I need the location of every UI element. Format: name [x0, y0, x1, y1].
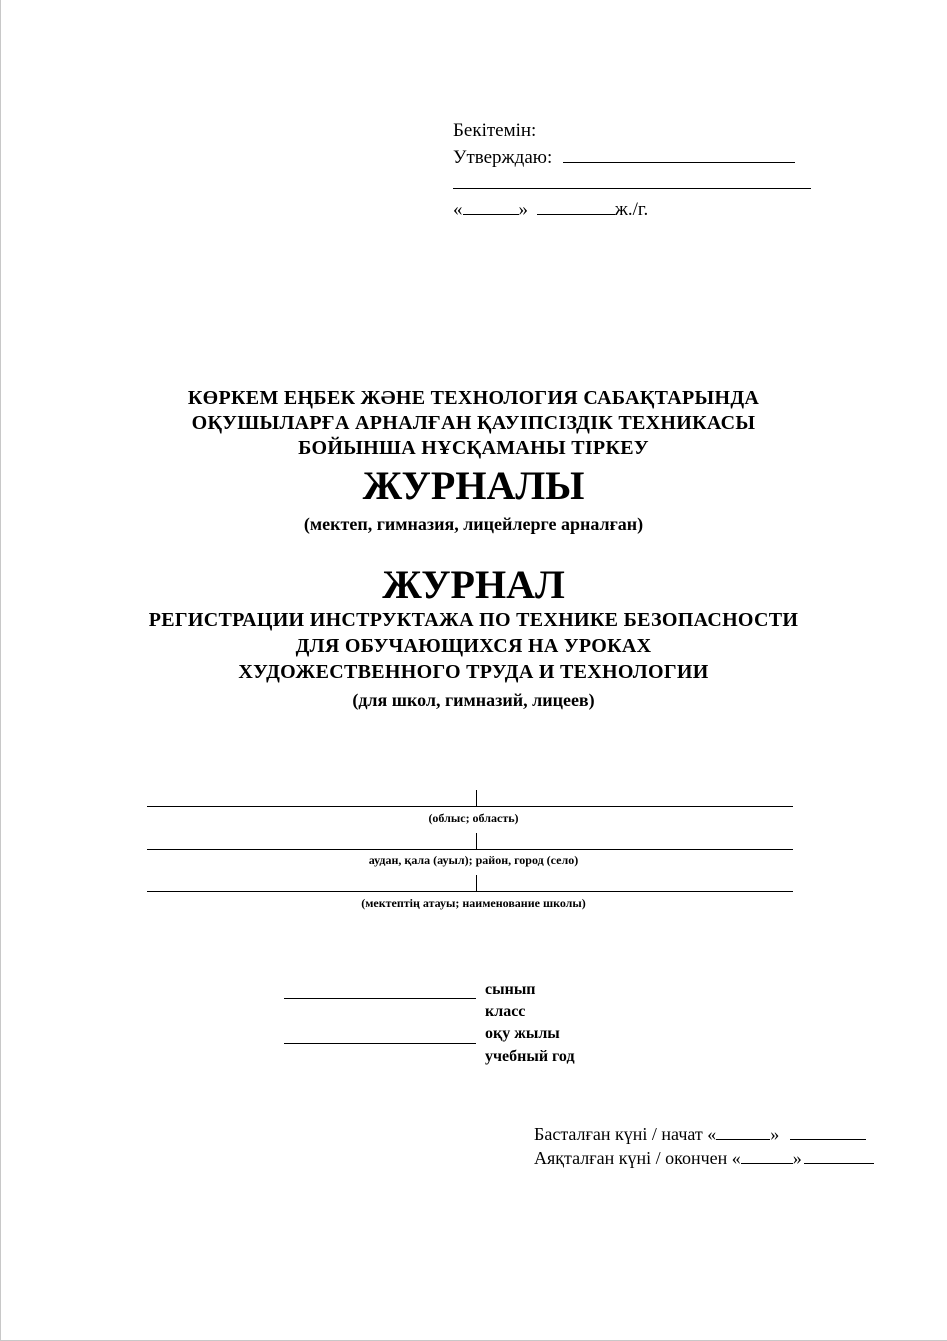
end-month-blank[interactable] [804, 1145, 874, 1164]
name-blank[interactable] [453, 170, 811, 189]
start-date-row [534, 1121, 866, 1146]
start-date-label: Басталған күні / начат « [534, 1124, 717, 1144]
end-day-blank[interactable] [741, 1145, 793, 1164]
class-line[interactable] [284, 998, 476, 999]
region-tick [476, 790, 477, 806]
approval-row-name [453, 170, 795, 196]
end-close-quote: » [792, 1148, 802, 1168]
year-label-kz: оқу жылы [485, 1025, 560, 1042]
class-label-ru: класс [485, 1003, 526, 1020]
region-line[interactable] [147, 806, 793, 807]
approval-label-kz: Бекітемін: [453, 120, 537, 141]
date-close-quote: » [518, 199, 528, 220]
end-date-label: Аяқталған күні / окончен « [534, 1148, 741, 1168]
school-caption: (мектептің атауы; наименование школы) [361, 896, 586, 910]
year-suffix: ж./г. [614, 199, 649, 220]
ru-title-line-1: РЕГИСТРАЦИИ ИНСТРУКТАЖА ПО ТЕХНИКЕ БЕЗОПАСНОСТИ [148, 609, 799, 631]
signature-blank[interactable] [563, 144, 795, 163]
year-label-ru: учебный год [485, 1048, 575, 1065]
start-close-quote: » [770, 1124, 780, 1144]
start-day-blank[interactable] [716, 1121, 770, 1140]
ru-title-sub: (для школ, гимназий, лицеев) [352, 690, 595, 710]
district-tick [476, 833, 477, 849]
month-blank[interactable] [537, 196, 615, 215]
kz-title-sub: (мектеп, гимназия, лицейлерге арналған) [303, 514, 644, 534]
end-date-row [534, 1145, 874, 1170]
district-caption: аудан, қала (ауыл); район, город (село) [368, 853, 579, 867]
start-month-blank[interactable] [790, 1121, 866, 1140]
approval-row-date [453, 196, 795, 222]
ru-title-big: ЖУРНАЛ [382, 562, 565, 607]
approval-row-approve-kz [453, 118, 795, 144]
ru-title-line-3: ХУДОЖЕСТВЕННОГО ТРУДА И ТЕХНОЛОГИИ [238, 661, 709, 683]
region-caption: (облыс; область) [428, 811, 519, 825]
kz-title-line-2: ОҚУШЫЛАРҒА АРНАЛҒАН ҚАУІПСІЗДІК ТЕХНИКАСЫ [191, 412, 756, 434]
approval-block [453, 118, 795, 222]
year-line[interactable] [284, 1043, 476, 1044]
day-blank[interactable] [463, 196, 519, 215]
approval-label-ru: Утверждаю: [453, 147, 553, 168]
date-open-quote: « [453, 199, 463, 220]
class-label-kz: сынып [485, 981, 536, 998]
school-tick [476, 875, 477, 891]
school-line[interactable] [147, 891, 793, 892]
kz-title-line-1: КӨРКЕМ ЕҢБЕК ЖӘНЕ ТЕХНОЛОГИЯ САБАҚТАРЫНДА [187, 387, 760, 409]
approval-row-approve-ru [453, 144, 795, 170]
district-line[interactable] [147, 849, 793, 850]
ru-title-line-2: ДЛЯ ОБУЧАЮЩИХСЯ НА УРОКАХ [295, 635, 652, 657]
kz-title-big: ЖУРНАЛЫ [362, 463, 585, 508]
kz-title-line-3: БОЙЫНША НҰСҚАМАНЫ ТІРКЕУ [298, 437, 649, 459]
